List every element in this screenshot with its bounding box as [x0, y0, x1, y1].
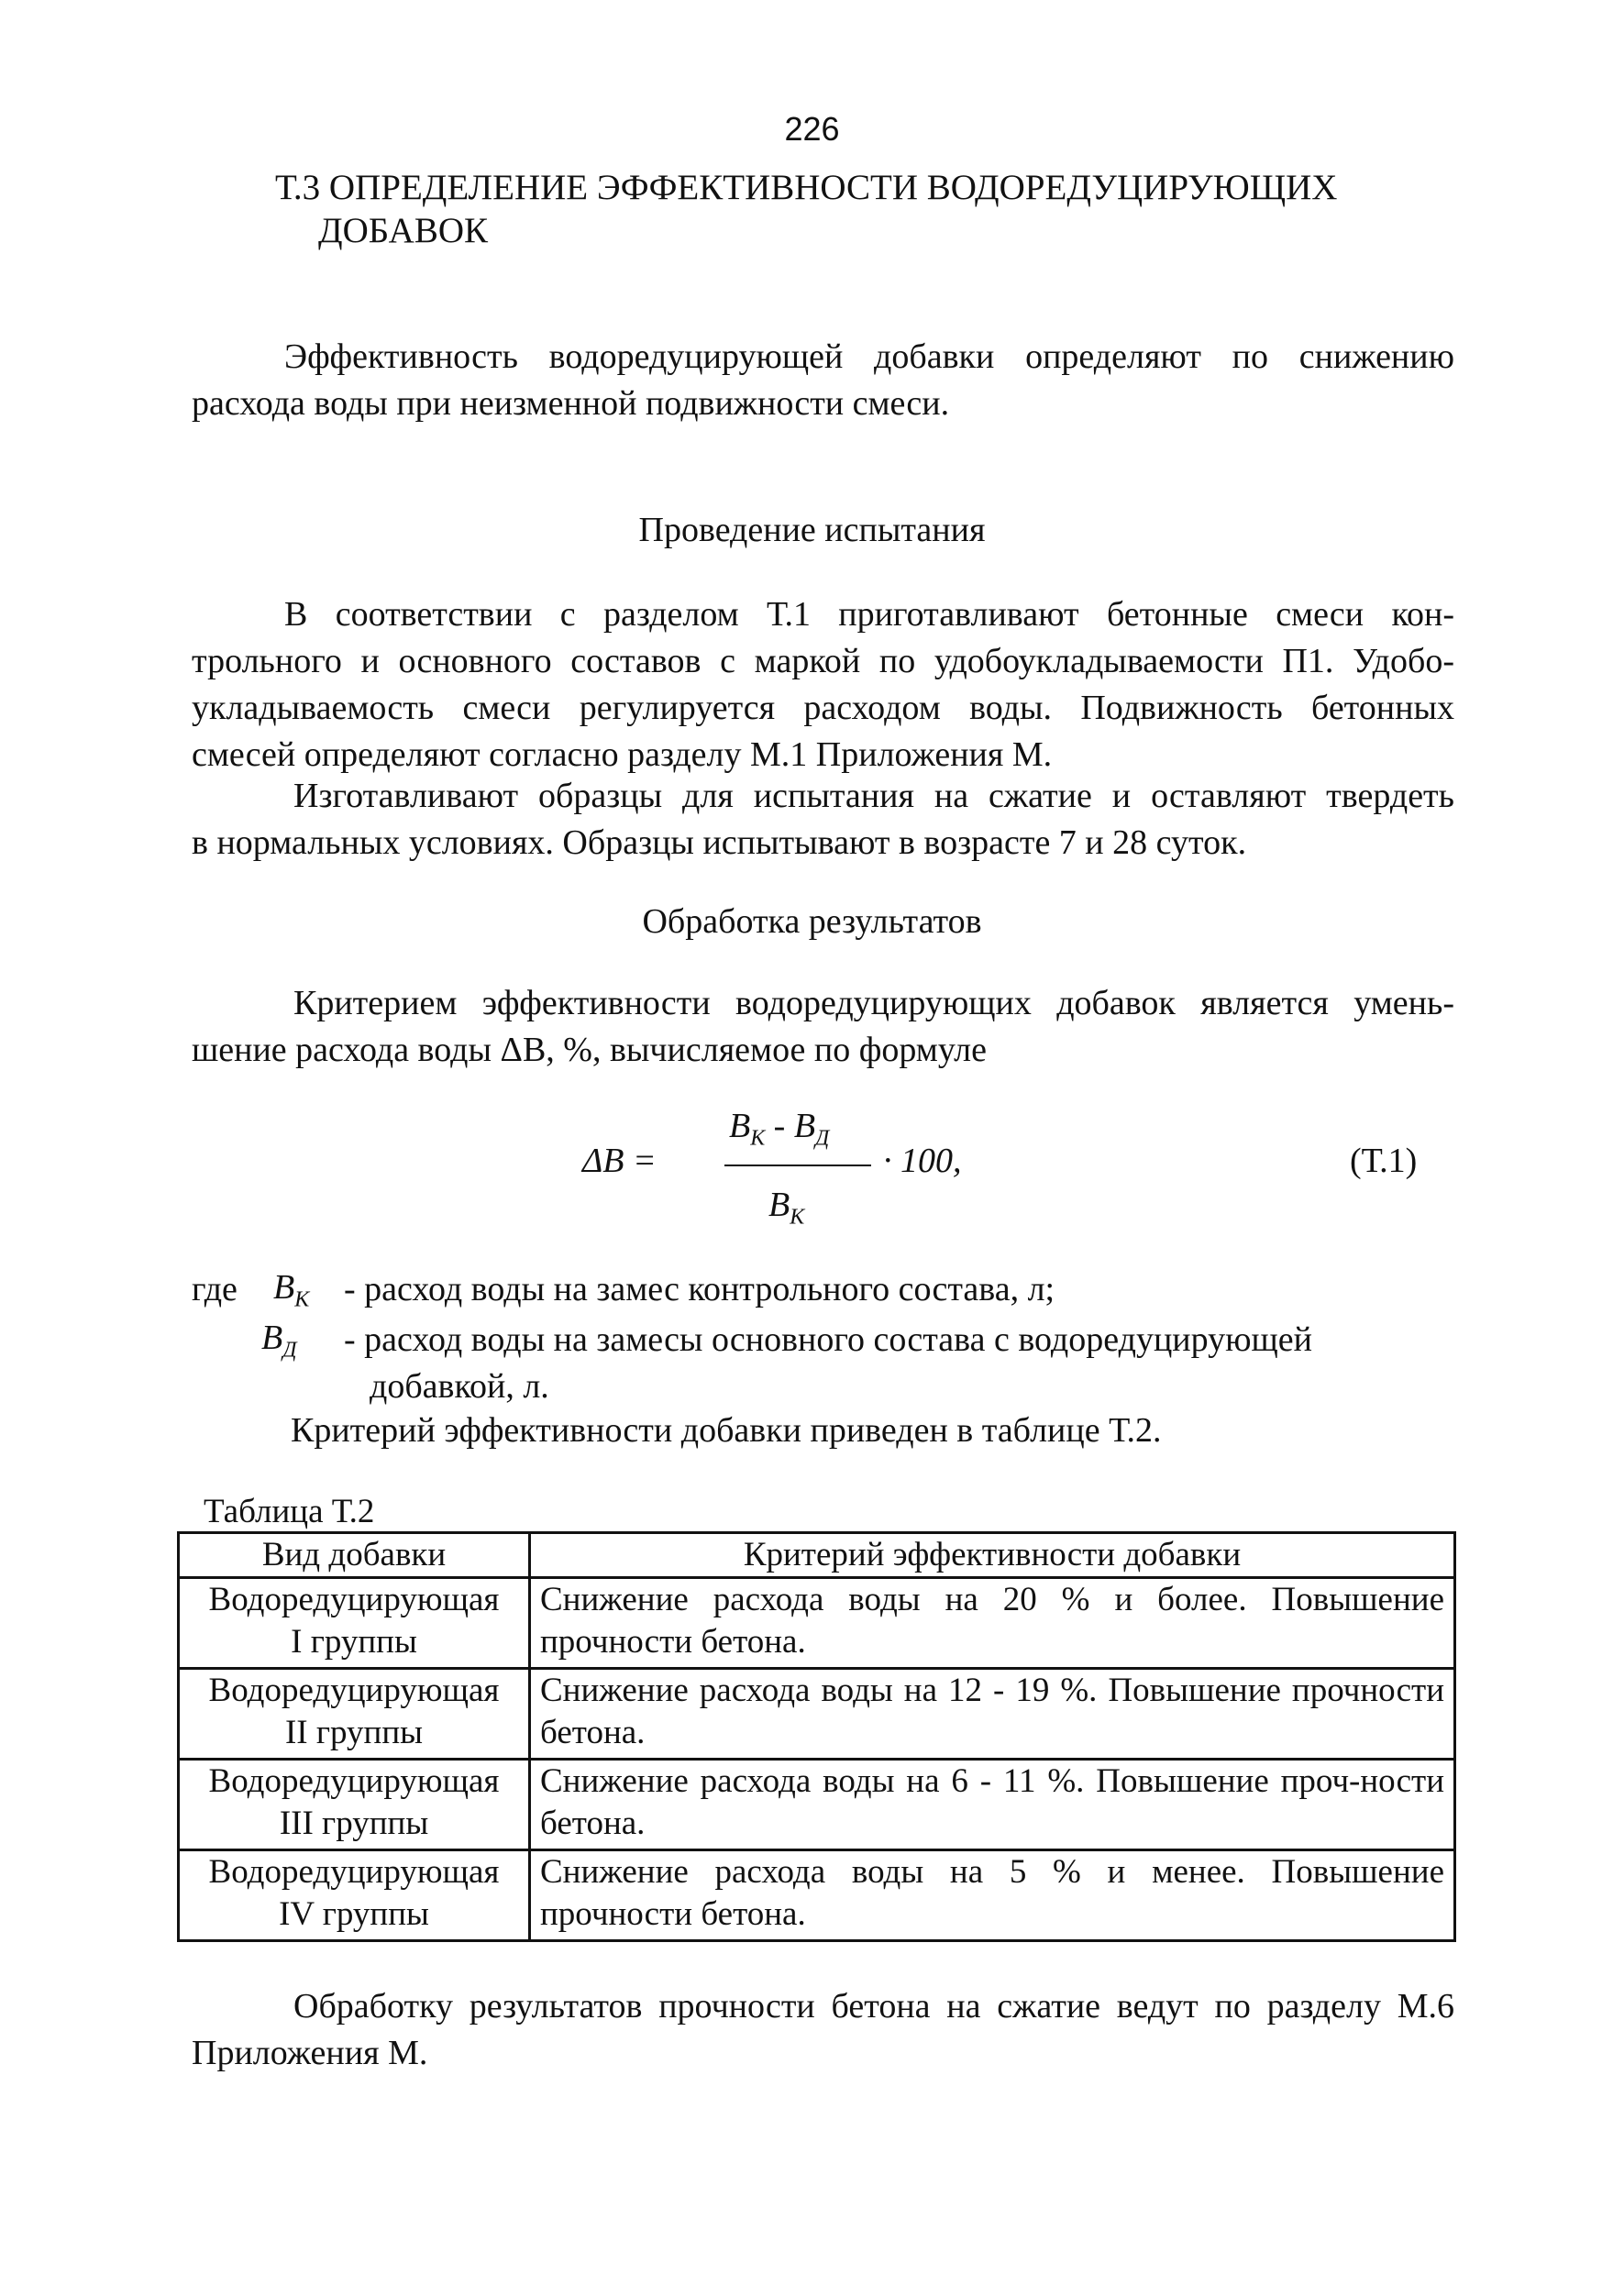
where-v1-text: - расход воды на замес контрольного состава, л; — [344, 1270, 1055, 1308]
page-number: 226 — [784, 110, 840, 148]
where-v1-symbol — [273, 1267, 309, 1313]
type-line1: Водоредуцирующая — [208, 1762, 500, 1800]
table-header-criterion: Критерий эффективности добавки — [530, 1533, 1455, 1578]
section-title-line1: Т.3 ОПРЕДЕЛЕНИЕ ЭФФЕКТИВНОСТИ ВОДОРЕДУЦИРУЮЩИХ — [275, 168, 1338, 207]
where-label: где — [192, 1270, 238, 1308]
closing-line1: Обработку результатов прочности бетона на сжатие ведут по разделу М.6 — [293, 1987, 1454, 2026]
criteria-table — [177, 1531, 1456, 1942]
type-line2: IV группы — [279, 1895, 429, 1933]
type-line1: Водоредуцирующая — [208, 1672, 500, 1709]
fraction-bar — [724, 1165, 871, 1166]
table-cell-type — [179, 1578, 530, 1669]
testing-p1-line3: укладываемость смеси регулируется расходом воды. Подвижность бетонных — [192, 689, 1454, 727]
formula-den-b: В — [768, 1186, 790, 1224]
type-line2: III группы — [279, 1805, 429, 1842]
formula-number: (Т.1) — [1350, 1142, 1418, 1180]
results-p1-line1: Критерием эффективности водоредуцирующих добавок является умень- — [293, 984, 1454, 1022]
testing-p1-line4: смесей определяют согласно разделу М.1 Приложения М. — [192, 735, 1053, 774]
table-cell-criterion: Снижение расхода воды на 12 - 19 %. Повышение прочности бетона. — [530, 1669, 1455, 1760]
section-title-line2: ДОБАВОК — [318, 211, 489, 250]
formula-multiplier: · 100, — [883, 1142, 962, 1180]
formula-den-k: К — [790, 1205, 805, 1230]
testing-heading: Проведение испытания — [638, 511, 986, 549]
table-cell-criterion: Снижение расхода воды на 6 - 11 %. Повышение проч-ности бетона. — [530, 1760, 1455, 1850]
table-header-type: Вид добавки — [179, 1533, 530, 1578]
where-v2-text-line1: - расход воды на замесы основного состава с водоредуцирующей — [344, 1320, 1312, 1359]
type-line1: Водоредуцирующая — [208, 1853, 500, 1891]
table-row — [179, 1669, 1455, 1760]
intro-line1: Эффективность водоредуцирующей добавки определяют по снижению — [284, 337, 1454, 376]
table-caption: Таблица Т.2 — [204, 1493, 375, 1530]
formula-lhs: ΔВ = — [582, 1142, 657, 1180]
type-line2: II группы — [284, 1714, 424, 1751]
formula-num-minus: - — [765, 1107, 794, 1145]
table-cell-criterion: Снижение расхода воды на 5 % и менее. Повышение прочности бетона. — [530, 1850, 1455, 1941]
results-heading: Обработка результатов — [642, 902, 982, 941]
type-line2: I группы — [291, 1623, 417, 1661]
formula-num-b2: В — [793, 1107, 816, 1145]
table-row — [179, 1578, 1455, 1669]
criterion-reference: Критерий эффективности добавки приведен в таблице Т.2. — [291, 1411, 1162, 1450]
table-cell-type — [179, 1850, 530, 1941]
closing-line2: Приложения М. — [192, 2034, 428, 2072]
formula-num-k: К — [750, 1126, 766, 1151]
testing-p1-line1: В соответствии с разделом Т.1 приготавливают бетонные смеси кон- — [284, 595, 1454, 634]
where-v2-symbol — [261, 1318, 297, 1363]
intro-line2: расхода воды при неизменной подвижности смеси. — [192, 384, 950, 423]
testing-p2-line2: в нормальных условиях. Образцы испытывают в возрасте 7 и 28 суток. — [192, 823, 1247, 862]
table-cell-type — [179, 1760, 530, 1850]
where-v1-sub: К — [294, 1287, 310, 1312]
type-line1: Водоредуцирующая — [208, 1581, 500, 1618]
formula-denominator — [768, 1185, 804, 1231]
formula-num-d: Д — [815, 1126, 830, 1151]
where-v1-b: В — [273, 1268, 295, 1307]
table-cell-type — [179, 1669, 530, 1760]
formula-num-b: В — [729, 1107, 751, 1145]
table-cell-criterion: Снижение расхода воды на 20 % и более. Повышение прочности бетона. — [530, 1578, 1455, 1669]
where-v2-sub: Д — [282, 1338, 297, 1363]
where-v2-text-line2: добавкой, л. — [370, 1367, 549, 1406]
testing-p1-line2: трольного и основного составов с маркой по удобоукладываемости П1. Удобо- — [192, 642, 1454, 680]
table-header-row — [179, 1533, 1455, 1578]
table-row — [179, 1760, 1455, 1850]
results-p1-line2: шение расхода воды ΔВ, %, вычисляемое по формуле — [192, 1031, 988, 1069]
formula-numerator — [729, 1106, 829, 1152]
table-row — [179, 1850, 1455, 1941]
where-v2-b: В — [261, 1319, 283, 1357]
testing-p2-line1: Изготавливают образцы для испытания на сжатие и оставляют твердеть — [293, 777, 1454, 815]
